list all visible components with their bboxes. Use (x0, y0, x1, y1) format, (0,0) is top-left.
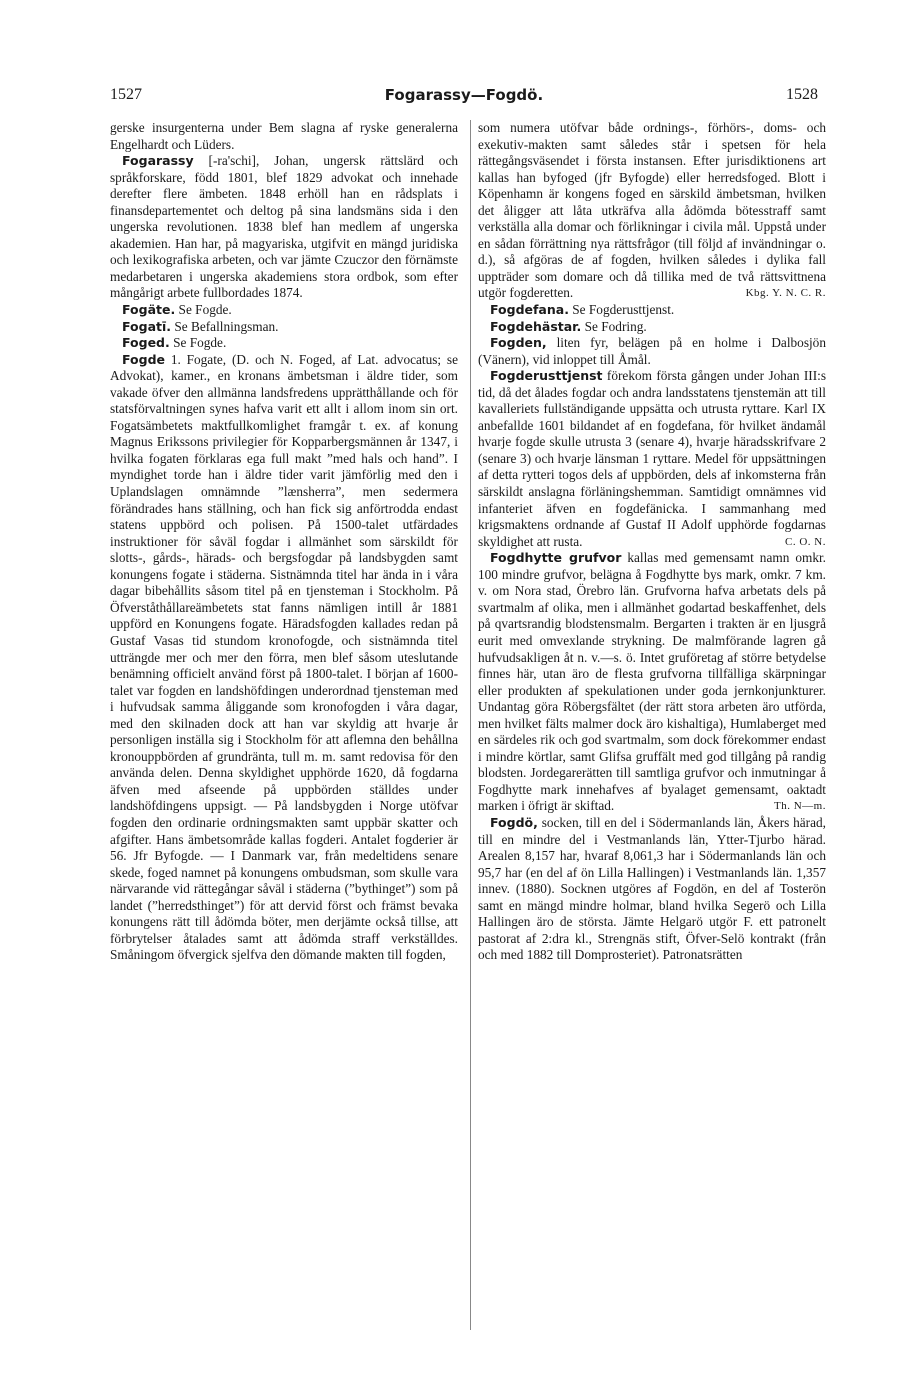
entry-headword: Fogden, (490, 335, 547, 351)
entry-headword: Fogdehästar. (490, 318, 582, 334)
entry-headword: Foged. (122, 335, 170, 351)
author-signature: Th. N—m. (774, 800, 826, 813)
entry-headword: Fogdhytte grufvor (490, 550, 622, 566)
entry-headword: Fogäte. (122, 302, 176, 318)
entry-paragraph (110, 302, 458, 319)
entry-headword: Fogde (122, 351, 165, 367)
entry-paragraph (110, 120, 458, 153)
entry-text: Se Fogde. (173, 335, 227, 351)
entry-text: gerske insurgenterna under Bem slagna af ryske generalerna Engelhardt och Lüders. (110, 120, 458, 152)
left-column (110, 120, 458, 964)
entry-paragraph (110, 153, 458, 302)
entry-paragraph (478, 302, 826, 319)
entry-text: förekom första gången under Johan III:s tid, då det ålades fogdar och andra landsstatens tjenstemän att till kavalleriets fullständigande uppsätta och utrusta ryttare. Karl IX anbefallde 1601 bildandet af en fogdefana, för hvilket ändamål hvarje fogde skulle utrusta 3 (senare 4), hvarje häradsskrifvare 2 (senare 3) och hvarje länsman 1 ryttare. Medel för uppsättningen af detta rytteri togos dels af uppbörden, dels af inkomsterna från särskildt anslagna förläningshemman. Samtidigt omnämnes vid infanteriet äfven en fogdefänicka. I sammanhang med krigsmaktens ordnande af Gustaf II Adolf upphörde fogdarnas skyldighet att rusta. (478, 368, 826, 549)
entry-paragraph (110, 335, 458, 352)
entry-text: kallas med gemensamt namn omkr. 100 mindre grufvor, belägna å Fogdhytte bys mark, omkr. 7 km. v. om Nora stad, Örebro län. Grufvorna hafva arbetats dels på svartmalm af olika, men i allmänhet godartad beskaffenhet, dels på qvartsrandig blodstensmalm. Bergarten i trakten är en ljusgrå eurit med omvexlande strykning. De malmförande lagren gå hufvudsakligen åt n. v.—s. ö. Intet gruföretag af större betydelse finnes här, utan äro de flesta grufvorna tillfälliga skärpningar eller produkten af spekulationen under goda jernkonjunkturer. Undantag göra Röbergsfältet (der rätt stora arbeten äro utförda, men hvilket fälts malmer dock äro kishaltiga), Humlaberget med en särdeles rik och god svartmalm, som dock förekommer endast i mindre körtlar, samt Glifsa gruffält med god tillgång på randig blodsten. Jordegarerätten till samtliga grufvor och inmutningar å Fogdhytte mark innehafves af byalaget gemensamt, oaktadt marken i öfrigt är skiftad. (478, 550, 826, 814)
entry-paragraph (478, 550, 826, 815)
entry-headword: Fogdö, (490, 814, 538, 830)
page-number-right: 1528 (786, 86, 818, 103)
page-header (110, 86, 818, 112)
page-title: Fogarassy—Fogdö. (384, 86, 544, 104)
entry-paragraph (478, 368, 826, 550)
entry-headword: Fogarassy (122, 153, 194, 169)
right-column (478, 120, 826, 964)
entry-text: 1. Fogate, (D. och N. Foged, af Lat. advocatus; se Advokat), kamer., en kronans ämbetsman i äldre tider, som vakade öfver den allmänna landsfredens upprätthållande och för statsförvaltningen synes hafva varit ett allt i allom inom sin ort. Fogatsämbetets maktfullkomlighet framgår t. ex. af konung Magnus Erikssons privilegier för Kopparbergsmännen år 1347, i hvilka fogaten förklaras ega full makt ”med hals och hand”. I myndighet torde han i äldre tider varit jämförlig med den i Uplandslagen omnämnde ”lænsherra”, men sedermera förändrades hans ställning, och han fick sig anförtrodda endast statens uppbörd och polisen. På 1500-talet utfärdades instruktioner för såväl fogdar i allmänhet som särskildt för slotts-, gårds-, härads- och bergsfogdar på landsbygden samt konungens fogate i städerna. Sistnämnda titel har ända in i våra dagar bibehållits såsom titel på en tjensteman i Stockholm. På Öfverståthållareämbetets stat fanns nämligen intill år 1881 uppförd en Konungens fogate. Häradsfogden kallades redan på Gustaf Vasas tid stundom kronofogde, och sistnämnda titel utträngde mer och mer den förra, men blef såsom uteslutande benämning officielt använd först på 1800-talet. I början af 1600-talet var fogden en landshöfdingen underordnad tjensteman med i hufvudsak samma åliggande som kronofogden i våra dagar, med den skilnaden dock att han var skyldig att hvarje år personligen inställa sig i Stockholm för att aflemna den behållna kronouppbörden af grundränta, tull m. m. samt redovisa för den använda delen. Denna skyldighet upphörde 1620, då fogdarna äfven med afseende på uppbörden ställdes under landshöfdingens uppsigt. — På landsbygden i Norge utöfvar fogden den ordinarie ordningsmakten samt uppbär skatter och afgifter. Hans ämbetsområde kallas fogderi. Antalet fogderier är 56. Jfr Byfogde. — I Danmark var, från medeltidens senare skede, foged namnet på konungens ombudsman, som skulle vara närvarande vid rättegångar såväl i städerna (”bythinget”) som på landet (”herredsthinget”) för att dervid först och främst bevaka konungens rätt till ådömda böter, men derjämte också tillse, att förbrytelser åtalades samt att ådömda straff verkställdes. Småningom öfvergick sjelfva den dömande makten till fogden, (110, 351, 459, 963)
entry-paragraph (478, 815, 826, 964)
entry-paragraph (478, 120, 826, 302)
entry-text: som numera utöfvar både ordnings-, förhörs-, doms- och exekutiv-makten samt således står i spetsen för hela rättegångsväsendet i första instansen. Efter jurisdiktionens art kallas han byfoged (jfr Byfogde) eller herredsfoged. Blott i Köpenhamn är kongens foged en särskild ämbetsman, hvilken det åligger att låta utkräfva alla ådömda bötesstraff samt verkställa alla domar och förlikningar i civila mål. Uppstå under en sådan förrättning nya rättsfrågor (till följd af invändningar o. d.), så afgöras de af fogden, hvilken således i dylika fall uppträder som domare och då tillika med de två rättsvittnena utgör fogderetten. (478, 120, 826, 301)
entry-headword: Fogderusttjenst (490, 368, 603, 384)
entry-text: socken, till en del i Södermanlands län, Åkers härad, till en mindre del i Vestmanlands län, Ytter-Tjurbo härad. Arealen 8,157 har, hvaraf 8,061,3 har i Södermanlands län och 95,7 har (en del af ön Lilla Hallingen) i Vestmanlands län. 1,357 innev. (1880). Socknen utgöres af Fogdön, en del af Tosterön samt en mängd mindre holmar, bland hvilka Segerö och Lilla Hallingen äro de största. Jämte Helgarö utgör F. ett patronelt pastorat af 2:dra kl., Strengnäs stift, Öfver-Selö kontrakt (från och med 1882 till Domprosteriet). Patronatsrätten (478, 814, 826, 963)
entry-headword: Fogdefana. (490, 302, 569, 318)
entry-text: Se Befallningsman. (174, 318, 279, 334)
entry-text: Se Fogde. (178, 302, 232, 318)
entry-paragraph (110, 352, 458, 964)
entry-headword: Fogatī. (122, 318, 172, 334)
entry-text: liten fyr, belägen på en holme i Dalbosjön (Vänern), vid inloppet till Åmål. (478, 335, 826, 367)
entry-paragraph (110, 319, 458, 336)
column-divider (470, 120, 471, 1330)
entry-text: Se Fogderusttjenst. (572, 302, 675, 318)
author-signature: Kbg. Y. N. C. R. (745, 287, 826, 300)
entry-text: Se Fodring. (584, 318, 647, 334)
page-number-left: 1527 (110, 86, 142, 103)
author-signature: C. O. N. (785, 535, 826, 548)
entry-text: [-ra'schi], Johan, ungersk rättslärd och språkforskare, född 1801, blef 1829 advokat och innehade derefter flere ämbeten. 1848 erhöll han en rådsplats i finansdepartementet och deltog på sina landsmäns sida i den ungerska revolutionen. 1838 blef han medlem af ungerska akademien. Han har, på magyariska, utgifvit en mängd juridiska och lexikografiska arbeten, och var jämte Czuczor den förnämste medarbetaren i ungerska akademiens stora ordbok, som efter mångårigt arbete fullbordades 1874. (110, 153, 459, 301)
entry-paragraph (478, 335, 826, 368)
entry-paragraph (478, 319, 826, 336)
